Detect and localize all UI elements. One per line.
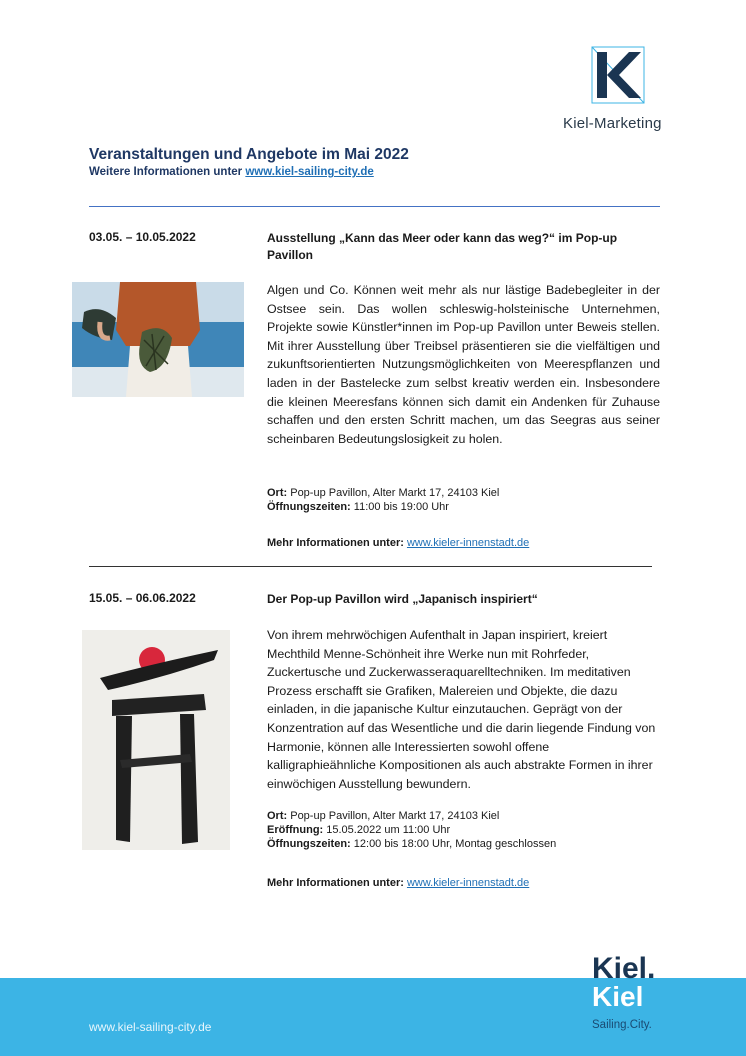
subtitle-prefix: Weitere Informationen unter [89, 166, 246, 178]
event-2-title: Der Pop-up Pavillon wird „Japanisch inspiriert“ [267, 592, 538, 606]
header-divider [89, 206, 660, 207]
location-value: Pop-up Pavillon, Alter Markt 17, 24103 Kiel [287, 487, 500, 499]
event-2-body: Von ihrem mehrwöchigen Aufenthalt in Japan inspiriert, kreiert Mechthild Menne-Schönheit ihre Werke nun mit Rohrfeder, Zuckertusche und Zuckerwasseraquarelltechniken. Im meditativen Prozess erschafft sie Grafiken, Malereien und Objekte, die dazu einladen, in die japanische Kultur einzutauchen. Geprägt von der Konzentration auf das Wesentliche und die darin liegende Findung von Harmonie, können alle Interessierten sowohl offene kalligraphieähnliche Kompositionen als auch abstrakte Formen in ihrer einwöchigen Ausstellung bewundern. [267, 628, 656, 791]
more-label: Mehr Informationen unter: [267, 877, 407, 889]
hours-value: 12:00 bis 18:00 Uhr, Montag geschlossen [350, 838, 557, 850]
calligraphy-artwork-icon [82, 630, 230, 850]
event-1-more [267, 537, 529, 549]
event-2-opening [267, 823, 556, 837]
event-1-date: 03.05. – 10.05.2022 [89, 230, 196, 244]
page-title: Veranstaltungen und Angebote im Mai 2022 [89, 146, 409, 163]
event-1-meta [267, 486, 499, 514]
event-1-hours [267, 500, 499, 514]
kiel-sailing-city-logo-icon [592, 950, 672, 1010]
opening-value: 15.05.2022 um 11:00 Uhr [323, 824, 451, 836]
event-2-hours [267, 837, 556, 851]
event-1-title: Ausstellung „Kann das Meer oder kann das weg?“ im Pop-up Pavillon [267, 231, 618, 262]
hours-value: 11:00 bis 19:00 Uhr [350, 501, 449, 513]
opening-label: Eröffnung: [267, 824, 324, 836]
hours-label: Öffnungszeiten: [267, 838, 351, 850]
location-label: Ort: [267, 810, 288, 822]
location-value: Pop-up Pavillon, Alter Markt 17, 24103 Kiel [287, 810, 500, 822]
seaweed-photo-icon [72, 282, 244, 397]
hours-label: Öffnungszeiten: [267, 501, 351, 513]
more-label: Mehr Informationen unter: [267, 537, 407, 549]
event-1-body: Algen und Co. Können weit mehr als nur lästige Badebegleiter in der Ostsee sein. Das wollen schleswig-holsteinische Unternehmen, Projekte sowie Künstler*innen im Pop-up Pavillon unter Beweis stellen. Mit ihrer Ausstellung über Treibsel präsentieren sie die vielfältigen und zukunftsorientierten Nutzungsmöglichkeiten von Meerespflanzen und laden in der Bastelecke zum selbst kreativ werden ein. Insbesondere die kleinen Meeresfans können sich damit ein Andenken für Zuhause schaffen und den ersten Schritt machen, um das Seegras aus seiner scheinbaren Bedeutungslosigkeit zu holen. [267, 283, 660, 446]
event-2-more [267, 877, 529, 889]
location-label: Ort: [267, 487, 288, 499]
page-subtitle [89, 166, 374, 178]
brand-line-1: Kiel. [592, 952, 656, 985]
event-divider [89, 566, 652, 567]
event-2-date: 15.05. – 06.06.2022 [89, 591, 196, 605]
subtitle-link[interactable]: www.kiel-sailing-city.de [245, 166, 374, 178]
event-2-meta [267, 809, 556, 851]
event-2-more-link[interactable]: www.kieler-innenstadt.de [406, 877, 530, 889]
event-1-more-link[interactable]: www.kieler-innenstadt.de [406, 537, 530, 549]
kiel-marketing-logo-icon [591, 46, 645, 104]
brand-sub: Sailing.City. [592, 1019, 652, 1031]
footer-url[interactable]: www.kiel-sailing-city.de [89, 1020, 212, 1034]
event-1-location [267, 486, 499, 500]
brand-line-2: Kiel [592, 981, 644, 1010]
logo-text: Kiel-Marketing [563, 115, 662, 132]
event-2-location [267, 809, 556, 823]
